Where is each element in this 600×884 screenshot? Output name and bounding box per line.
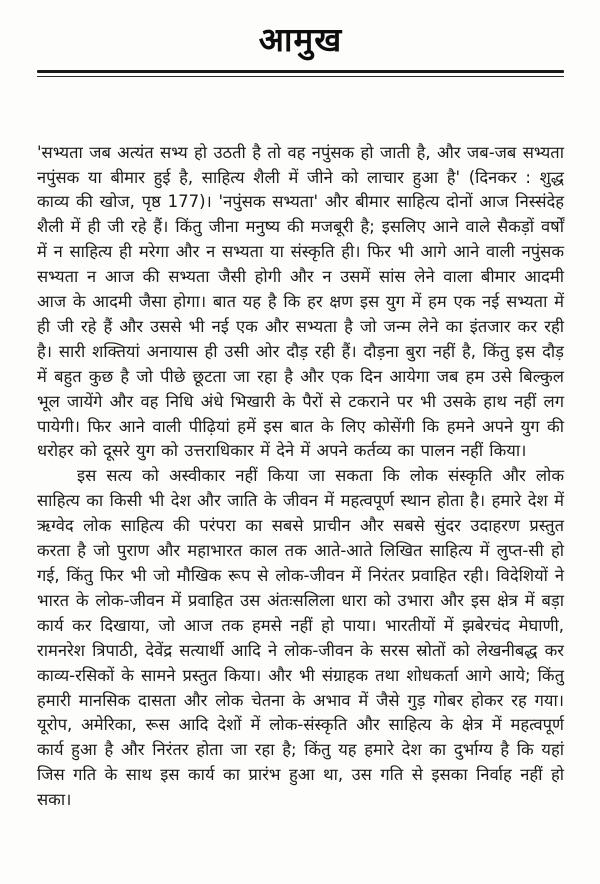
paragraph-2: इस सत्य को अस्वीकार नहीं किया जा सकता कि लोक संस्कृति और लोक साहित्य का किसी भी देश और जाति के जीवन में महत्वपूर्ण स्थान होता है। हमारे देश में ऋग्वेद लोक साहित्य की परंपरा का सबसे प्राचीन और सबसे सुंदर उदाहरण प्रस्तुत करता है जो पुराण और महाभारत काल तक आते-आते लिखित साहित्य में लुप्त-सी हो गई, किंतु फिर भी जो मौखिक रूप से लोक-जीवन में निरंतर प्रवाहित रही। विदेशियों ने भारत के लोक-जीवन में प्रवाहित उस अंतःसलिला धारा को उभारा और इस क्षेत्र में बड़ा कार्य कर दिखाया, जो आज तक हमसे नहीं हो पाया। भारतीयों में झबेरचंद मेघाणी, रामनरेश त्रिपाठी, देवेंद्र सत्यार्थी आदि ने लोक-जीवन के सरस स्रोतों को लेखनीबद्ध कर काव्य-रसिकों के सामने प्रस्तुत किया। और भी संग्राहक तथा शोधकर्ता आगे आये; किंतु हमारी मानसिक दासता और लोक चेतना के अभाव में जैसे गुड़ गोबर होकर रह गया। यूरोप, अमेरिका, रूस आदि देशों में लोक-संस्कृति और साहित्य के क्षेत्र में महत्वपूर्ण कार्य हुआ है और निरंतर होता जा रहा है; किंतु यह हमारे देश का दुर्भाग्य है कि यहां जिस गति के साथ इस कार्य का प्रारंभ हुआ था, उस गति से इसका निर्वाह नहीं हो सका।: [37, 466, 564, 810]
title-divider: [37, 70, 564, 77]
divider-thick-rule: [37, 70, 564, 73]
page-content: [37, 141, 564, 813]
page-title: आमुख: [258, 20, 343, 59]
paragraph-1: 'सभ्यता जब अत्यंत सभ्य हो उठती है तो वह नपुंसक हो जाती है, और जब-जब सभ्यता नपुंसक या बीमार हुई है, साहित्य शैली में जीने को लाचार हुआ है' (दिनकर : शुद्ध काव्य की खोज, पृष्ठ 177)। 'नपुंसक सभ्यता' और बीमार साहित्य दोनों आज निस्संदेह शैली में ही जी रहे हैं। किंतु जीना मनुष्य की मजबूरी है; इसलिए आने वाले सैकड़ों वर्षों में न साहित्य ही मरेगा और न सभ्यता या संस्कृति ही। फिर भी आगे आने वाली नपुंसक सभ्यता न आज की सभ्यता जैसी होगी और न उसमें सांस लेने वाला बीमार आदमी आज के आदमी जैसा होगा। बात यह है कि हर क्षण इस युग में हम एक नई सभ्यता में ही जी रहे हैं और उससे भी नई एक और सभ्यता है जो जन्म लेने का इंतजार कर रही है। सारी शक्तियां अनायास ही उसी ओर दौड़ रही हैं। दौड़ना बुरा नहीं है, किंतु इस दौड़ में बहुत कुछ है जो पीछे छूटता जा रहा है और एक दिन आयेगा जब हम उसे बिल्कुल भूल जायेंगे और वह निधि अंधे भिखारी के पैरों से टकराने पर भी उसके हाथ नहीं लग पायेगी। फिर आने वाली पीढ़ियां हमें इस बात के लिए कोसेंगी कि हमने अपने युग की धरोहर को दूसरे युग को उत्तराधिकार में देने में अपने कर्तव्य का पालन नहीं किया।: [37, 142, 564, 461]
divider-thin-rule: [37, 76, 564, 77]
